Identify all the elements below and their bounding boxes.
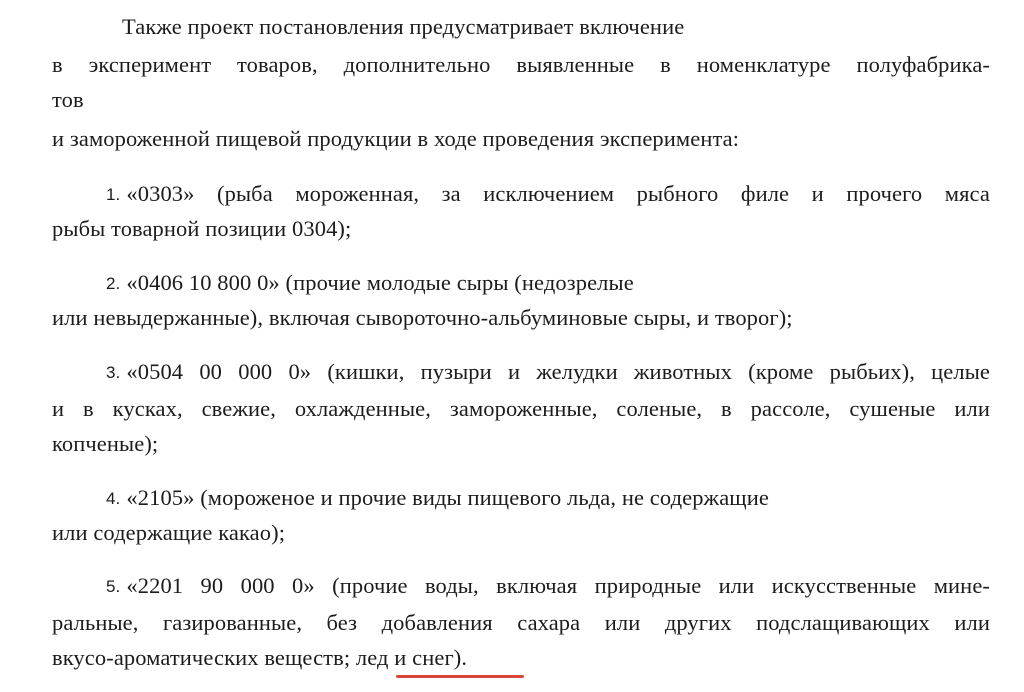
intro-line-1: Также проект постановления предусматривает включение [122,14,685,39]
intro-line-3: тов [52,87,84,112]
list-item-3-number: 3. [106,363,121,382]
list-item-4-text: «2105» (мороженое и прочие виды пищевого льда, не содержащие [126,485,769,510]
list-item-4-number: 4. [106,489,121,508]
intro-line-2: в эксперимент товаров, дополнительно выявленные в номенклатуре полуфабрика- [52,52,990,77]
list-item-5-line-2: ральные, газированные, без добавления сахара или других подслащивающих или [52,610,990,635]
list-item-1-text: «0303» (рыба мороженная, за исключением рыбного филе и прочего мяса [126,181,990,206]
list-item-5-number: 5. [106,577,121,596]
list-item-1-line-2: рыбы товарной позиции 0304); [52,216,352,241]
list-item-3-line-2: и в кусках, свежие, охлажденные, замороженные, соленые, в рассоле, сушеные или [52,396,990,421]
list-item-3-line-3: копченые); [52,431,159,456]
list-item-3-text: «0504 00 000 0» (кишки, пузыри и желудки животных (кроме рыбьих), целые [126,359,990,384]
list-item-2-line-2: или невыдержанные), включая сывороточно-альбуминовые сыры, и творог); [52,305,793,330]
red-underline-mark [396,675,524,678]
list-item-1-number: 1. [106,185,121,204]
list-item-5-line-1 [106,571,990,602]
list-item-3-line-1 [106,357,990,388]
list-item-5-text: «2201 90 000 0» (прочие воды, включая природные или искусственные мине- [126,573,990,598]
intro-line-4: и замороженной пищевой продукции в ходе проведения эксперимента: [52,126,740,151]
list-item-5-line-3: вкусо-ароматических веществ; лед и снег). [52,645,468,670]
list-item-4-line-2: или содержащие какао); [52,520,286,545]
list-item-2-text: «0406 10 800 0» (прочие молодые сыры (недозрелые [126,270,634,295]
list-item-4-line-1 [106,483,990,514]
list-item-2-line-1 [106,268,990,299]
list-item-2-number: 2. [106,274,121,293]
list-item-1-line-1 [106,179,990,210]
